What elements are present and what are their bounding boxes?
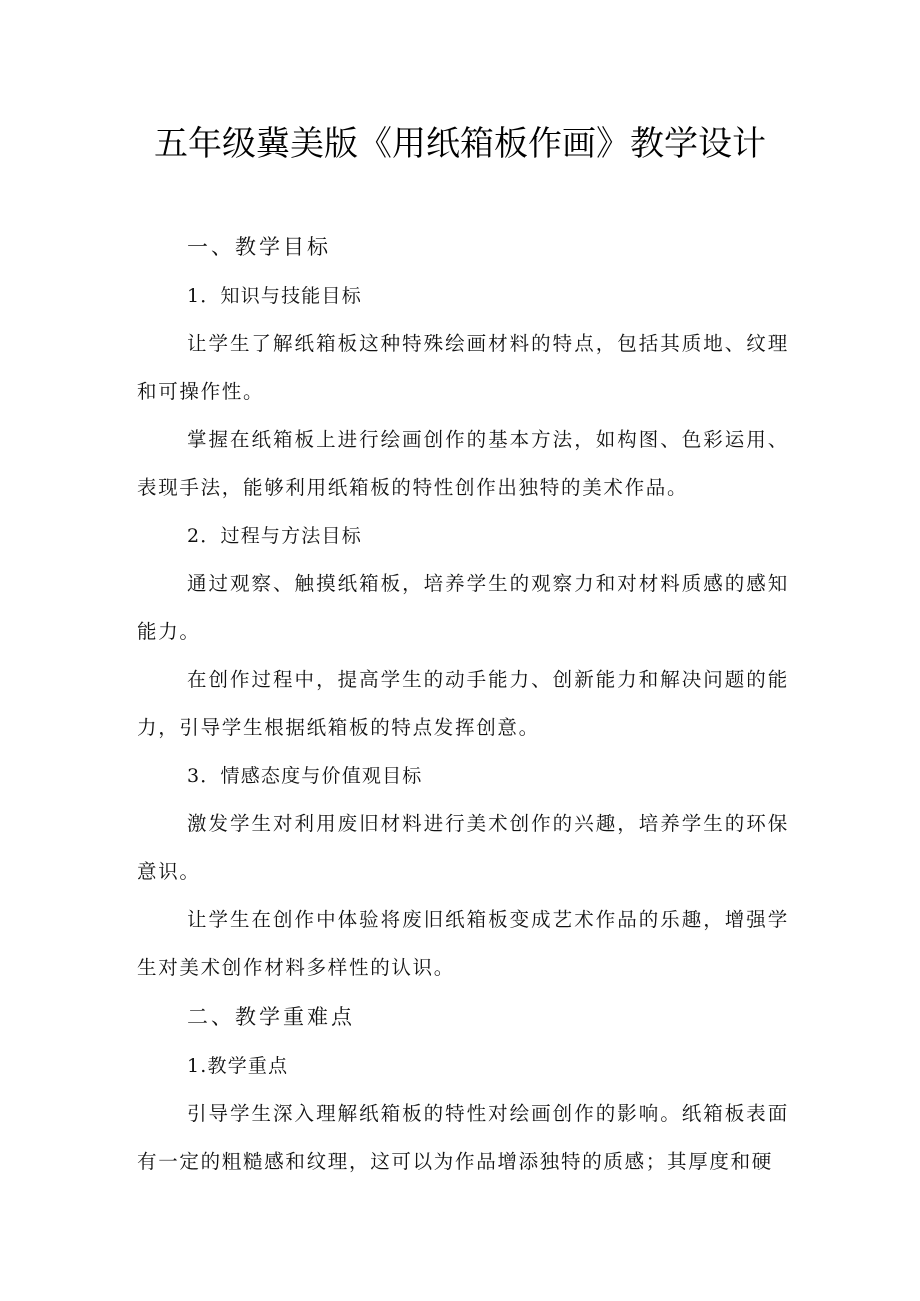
subheading-emotion-values: 3．情感态度与价值观目标 bbox=[187, 765, 423, 787]
section-heading-key-difficulties: 二、教学重难点 bbox=[187, 1005, 355, 1029]
subheading-knowledge-skills: 1．知识与技能目标 bbox=[187, 285, 362, 307]
paragraph: 掌握在纸箱板上进行绘画创作的基本方法，如构图、色彩运用、表现手法，能够利用纸箱板的特性创作出独特的美术作品。 bbox=[137, 428, 789, 499]
paragraph: 在创作过程中，提高学生的动手能力、创新能力和解决问题的能力，引导学生根据纸箱板的特点发挥创意。 bbox=[137, 668, 789, 739]
paragraph: 引导学生深入理解纸箱板的特性对绘画创作的影响。纸箱板表面有一定的粗糙感和纹理，这可以为作品增添独特的质感；其厚度和硬 bbox=[137, 1102, 789, 1173]
paragraph: 让学生在创作中体验将废旧纸箱板变成艺术作品的乐趣，增强学生对美术创作材料多样性的认识。 bbox=[137, 908, 789, 979]
section-heading-teaching-goals: 一、教学目标 bbox=[187, 235, 331, 259]
subheading-process-methods: 2．过程与方法目标 bbox=[187, 525, 362, 547]
document-body bbox=[137, 222, 789, 1186]
paragraph: 通过观察、触摸纸箱板，培养学生的观察力和对材料质感的感知能力。 bbox=[137, 572, 789, 643]
subheading-teaching-focus: 1.教学重点 bbox=[187, 1055, 289, 1077]
paragraph: 让学生了解纸箱板这种特殊绘画材料的特点，包括其质地、纹理和可操作性。 bbox=[137, 332, 789, 403]
document-title: 五年级冀美版《用纸箱板作画》教学设计 bbox=[154, 124, 766, 164]
paragraph: 激发学生对利用废旧材料进行美术创作的兴趣，培养学生的环保意识。 bbox=[137, 812, 789, 883]
